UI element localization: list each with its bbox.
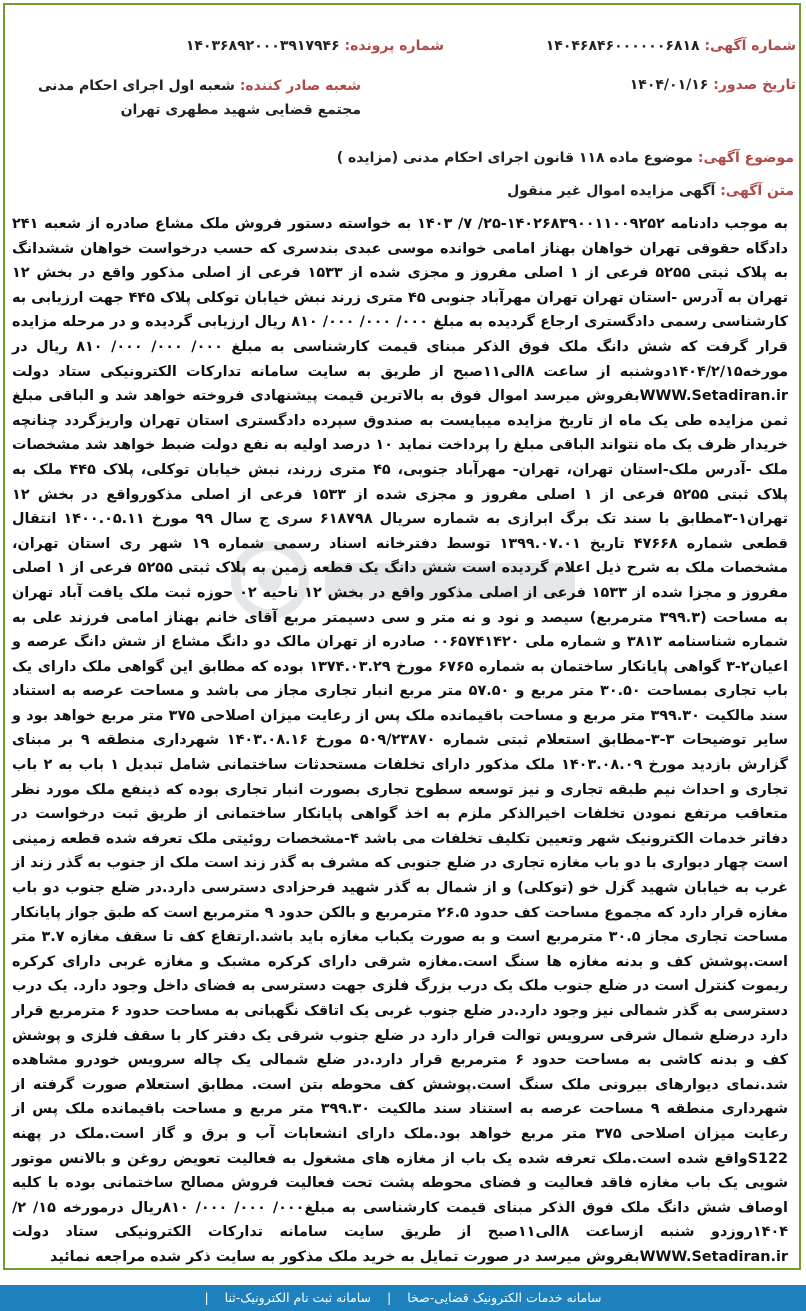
issue-date-label: تاریخ صدور: <box>713 77 796 93</box>
notice-body: به موجب دادنامه ۱۴۰۲۶۸۳۹۰۰۱۱۰۰۹۲۵۲-۲۵/ ۷/ ۱۴۰۳ به خواسته دستور فروش ملک مشاع صادره از شعبه ۲۴۱ دادگاه حقوقی تهران خواهان بهناز امامی خوانده موسی عبدی بندسری که حسب درخواست خواهان ششدانگ به پلاک ثبتی ۵۲۵۵ فرعی از ۱ اصلی مفروز و مجزی شده از ۱۵۳۳ فرعی از اصلی مذکور واقع در بخش ۱۲ تهران به آدرس -استان تهران تهران مهرآباد جنوبی ۴۵ متری زرند نبش خیابان توکلی پلاک ۴۴۵ جهت ارزیابی به کارشناسی رسمی دادگستری ارجاع گردیده به مبلغ ۰۰۰/ ۰۰۰/ ۰۰۰/ ۸۱۰ ریال ارزیابی گردیده و در مرحله مزایده قرار گرفت که شش دانگ ملک فوق الذکر مبنای قیمت کارشناسی به مبلغ ۰۰۰/ ۰۰۰/ ۰۰۰/ ۸۱۰ ریال در مورخه۱۴۰۴/۲/۱۵دوشنبه از ساعت ۸الی۱۱صبح از طریق به سایت سامانه تدارکات الکترونیکی ستاد دولت WWW.Setadiran.irبفروش میرسد اموال فوق به بالاترین قیمت پیشنهادی فروخته خواهد شد و الباقی مبلغ ثمن مزایده طی یک ماه از تاریخ مزایده میبایست به صندوق سپرده دادگستری استان تهران واریزگردد چنانچه خریدار ظرف یک ماه نتواند الباقی مبلغ را پرداخت نماید ۱۰ درصد اولیه به نفع دولت ضبط خواهد شد مشخصات ملک -آدرس ملک-استان تهران، تهران- مهرآباد جنوبی، ۴۵ متری زرند، نبش خیابان توکلی، پلاک ۴۴۵ ملک به پلاک ثبتی ۵۲۵۵ فرعی از ۱ اصلی مفروز و مجزی شده از ۱۵۳۳ فرعی از اصلی مذکورواقع در بخش ۱۲ تهران۱-۳مطابق با سند تک برگ ابرازی به شماره سریال ۶۱۸۷۹۸ سری ج سال ۹۹ مورخ ۱۴۰۰.۰۵.۱۱ انتقال قطعی شماره ۴۷۶۶۸ تاریخ ۱۳۹۹.۰۷.۰۱ توسط دفترخانه اسناد رسمی شماره ۱۹ شهر ری استان تهران، مشخصات ملک به شرح ذیل اعلام گردیده است شش دانگ یک قطعه زمین به پلاک ثبتی ۵۲۵۵ فرعی از ۱ اصلی مفروز و مجزا شده از ۱۵۳۳ فرعی از اصلی مذکور واقع در بخش ۱۲ ناحیه ۰۲ حوزه ثبت ملک یافت آباد تهران به مساحت (۳۹۹.۳ مترمربع) سیصد و نود و نه متر و سی دسیمتر مربع آقای خانم بهناز امامی فرزند علی به شماره شناسنامه ۳۸۱۳ و شماره ملی ۰۰۶۵۷۴۱۴۲۰ صادره از تهران مالک دو دانگ مشاع از شش دانگ عرصه و اعیان۲-۳ گواهی پایانکار ساختمان به شماره ۶۷۶۵ مورخ ۱۳۷۴.۰۳.۲۹ بوده که مطابق این گواهی ملک دارای یک باب تجاری بمساحت ۳۰.۵۰ متر مربع و ۵۷.۵۰ متر مربع انبار تجاری مجاز می باشد و مساحت عرصه به استناد سند مالکیت ۳۹۹.۳۰ متر مربع و مساحت باقیمانده ملک پس از رعایت میزان اصلاحی ۳۷۵ متر مربع خواهد بود و سایر توضیحات ۳-۳-مطابق استعلام ثبتی شماره ۵۰۹/۲۳۸۷۰ مورخ ۱۴۰۳.۰۸.۱۶ شهرداری منطقه ۹ بر مبنای گزارش بازدید مورخ ۱۴۰۳.۰۸.۰۹ ملک مذکور دارای تخلفات مستحدثات ساختمانی شامل تبدیل ۱ باب به ۲ باب تجاری و احداث نیم طبقه تجاری و نیز توسعه سطوح تجاری بصورت انبار تجاری بوده که ذینفع ملک مورد نظر متعاقب مرتفع نمودن تخلفات اخیرالذکر ملزم به اخذ گواهی پایانکار ساختمانی از طریق ثبت درخواست در دفاتر خدمات الکترونیک شهر وتعیین تکلیف تخلفات می باشد ۴-مشخصات روئیتی ملک تعرفه شده قطعه زمینی است چهار دیواری با دو باب مغازه تجاری در ضلع جنوبی که مشرف به گذر زند است ملک از جنوب به گذر زند از غرب به خیابان شهید گزل خو (توکلی) و از شمال به گذر شهید فرحزادی دسترسی دارد.در ضلع جنوب دو باب مغازه قرار دارد که مجموع مساحت کف حدود ۲۶.۵ مترمربع و بالکن حدود ۹ مترمربع است که طبق جواز پایانکار مساحت تجاری مجاز ۳۰.۵ مترمربع است و به صورت یکباب مغازه باید باشد.ارتفاع کف تا سقف مغازه ۳.۷ متر است.پوشش کف و بدنه مغازه ها سنگ است.مغازه شرقی دارای کرکره مشبک و مغازه غربی دارای کرکره ریموت کنترل است در ضلع جنوب ملک یک درب بزرگ فلزی جهت دسترسی به فضای داخل وجود دارد. یک درب دسترسی به گذر شمالی نیز وجود دارد.در ضلع جنوب غربی یک اتاقک نگهبانی به مساحت حدود ۶ مترمربع قرار دارد درضلع شمال شرقی سرویس توالت قرار دارد در ضلع جنوب شرقی یک دفتر کار با سقف فلزی و پوشش کف و بدنه کاشی به مساحت حدود ۶ مترمربع قرار دارد.در ضلع شمالی یک چاله سرویس خودرو مشاهده شد.نمای دیوارهای بیرونی ملک سنگ است.پوشش کف محوطه بتن است. مطابق استعلام صورت گرفته از شهرداری منطقه ۹ مساحت عرصه به استناد سند مالکیت ۳۹۹.۳۰ متر مربع و مساحت باقیمانده ملک پس از رعایت میزان اصلاحی ۳۷۵ متر مربع خواهد بود.ملک دارای انشعابات آب و برق و گاز است.ملک در پهنه S122واقع شده است.ملک تعرفه شده یک باب از مغازه های مشغول به فعالیت تعویض روغن و بالانس موتور شویی یک باب مغازه فاقد فعالیت و فضای محوطه پشت تحت فعالیت فروش مصالح ساختمانی بوده با کلیه اوصاف شش دانگ ملک فوق الذکر مبنای قیمت کارشناسی به مبلغ۰۰۰/ ۰۰۰/ ۰۰۰/ ۸۱۰ریال درمورخه ۱۵/ ۲/ ۱۴۰۴روزدو شنبه ازساعت ۸الی۱۱صبح از طریق سایت سامانه تدارکات الکترونیکی ستاد دولت WWW.Setadiran.irبفروش میرسد در صورت تمایل به خرید ملک مذکور به سایت ذکر شده مراجعه نمائید <box>12 216 789 1265</box>
footer-link-sakha[interactable]: سامانه خدمات الکترونیک قضایی-صخا <box>407 1290 602 1305</box>
case-number-value: ۱۴۰۳۶۸۹۲۰۰۰۳۹۱۷۹۴۶ <box>185 38 340 54</box>
footer-link-sana[interactable]: سامانه ثبت نام الکترونیک-ثنا <box>224 1290 372 1305</box>
footer-bar <box>0 1285 806 1311</box>
case-number <box>186 36 444 56</box>
issuer <box>1 74 361 122</box>
ad-text-header <box>507 181 794 201</box>
footer-separator-end: | <box>204 1290 209 1305</box>
issue-date <box>630 75 796 95</box>
issuer-label: شعبه صادر کننده: <box>239 78 361 94</box>
footer-separator: | <box>387 1290 392 1305</box>
subject <box>337 148 794 168</box>
ad-title: آگهی مزایده اموال غیر منقول <box>507 183 716 199</box>
subject-label: موضوع آگهی: <box>697 150 794 166</box>
case-number-label: شماره پرونده: <box>344 38 444 54</box>
subject-value: موضوع ماده ۱۱۸ قانون اجرای احکام مدنی (مزایده ) <box>336 150 693 166</box>
issuer-value: شعبه اول اجرای احکام مدنی مجتمع قضایی شهید مطهری تهران <box>37 78 361 118</box>
issue-date-value: ۱۴۰۴/۰۱/۱۶ <box>629 77 709 93</box>
ad-number <box>546 36 796 56</box>
ad-text-label: متن آگهی: <box>720 183 794 199</box>
ad-number-value: ۱۴۰۴۶۸۴۶۰۰۰۰۰۰۶۸۱۸ <box>545 38 700 54</box>
ad-number-label: شماره آگهی: <box>704 38 796 54</box>
